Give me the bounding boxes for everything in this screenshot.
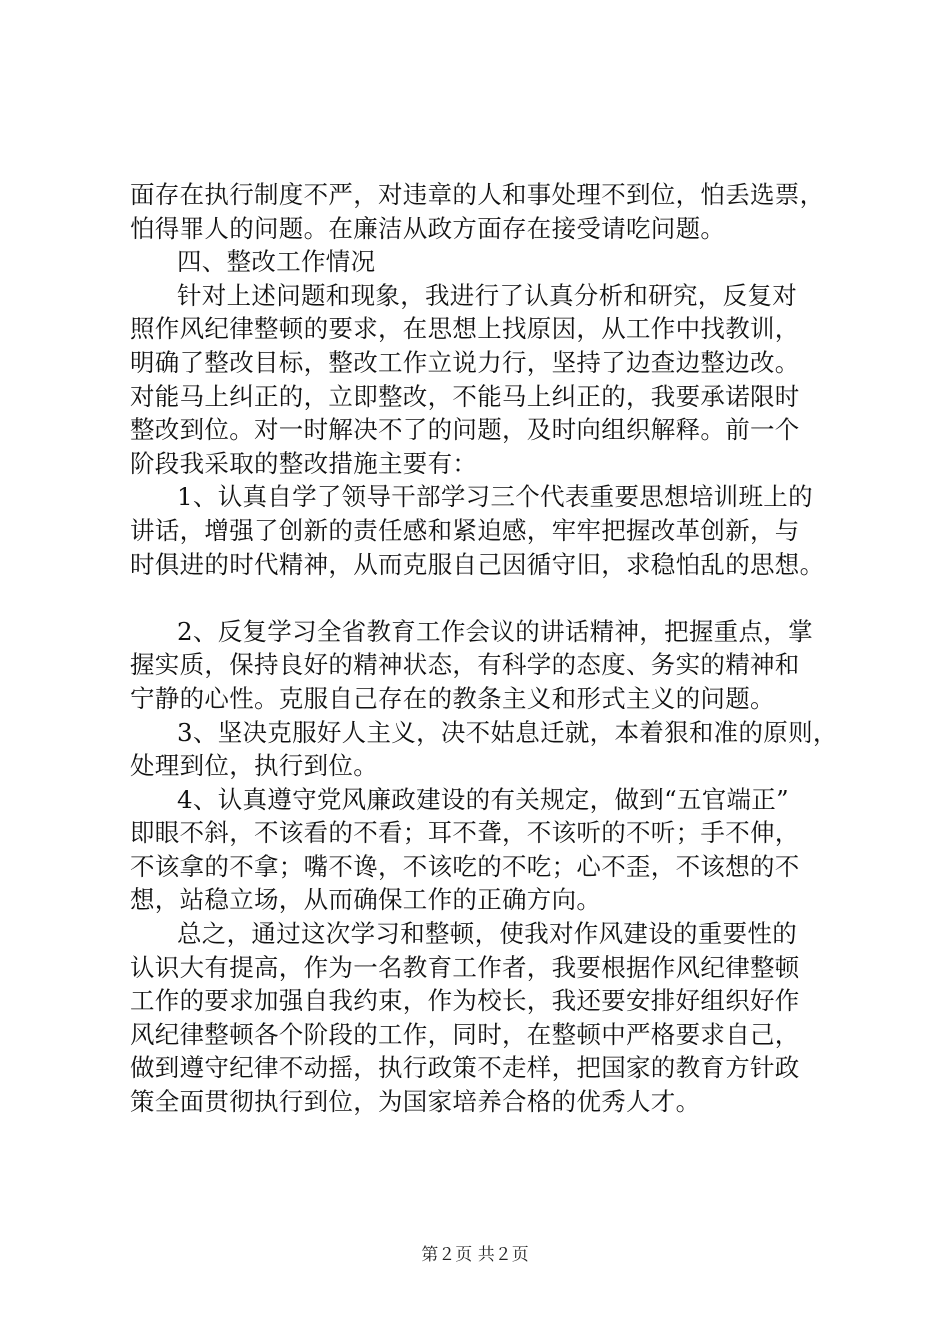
text-line: 整改到位。对一时解决不了的问题，及时向组织解释。前一个 (130, 415, 800, 445)
text-line: 针对上述问题和现象，我进行了认真分析和研究，反复对 (177, 280, 797, 310)
text-line: 做到遵守纪律不动摇，执行政策不走样，把国家的教育方针政 (130, 1053, 800, 1083)
text-line: 对能马上纠正的，立即整改，不能马上纠正的，我要承诺限时 (130, 381, 800, 411)
text-line: 风纪律整顿各个阶段的工作，同时，在整顿中严格要求自己， (130, 1019, 800, 1049)
text-line: 四、整改工作情况 (177, 247, 376, 277)
page-number: 第２页 共２页 (421, 1245, 529, 1265)
text-line: 照作风纪律整顿的要求，在思想上找原因，从工作中找教训， (130, 314, 800, 344)
text-line: 不该拿的不拿；嘴不谗，不该吃的不吃；心不歪，不该想的不 (130, 851, 800, 881)
document-body (130, 178, 838, 1119)
text-line: 想，站稳立场，从而确保工作的正确方向。 (130, 885, 602, 915)
text-line: 总之，通过这次学习和整顿，使我对作风建设的重要性的 (177, 919, 797, 949)
text-line: 3、坚决克服好人主义，决不姑息迁就，本着狠和准的原则， (177, 717, 838, 747)
text-line: 工作的要求加强自我约束，作为校长，我还要安排好组织好作 (130, 986, 800, 1016)
text-line: 认识大有提高，作为一名教育工作者，我要根据作风纪律整顿 (130, 952, 800, 982)
text-line: 宁静的心性。克服自己存在的教条主义和形式主义的问题。 (130, 683, 775, 713)
page-footer (0, 1244, 950, 1266)
text-line: 时俱进的时代精神，从而克服自己因循守旧，求稳怕乱的思想。 (130, 549, 825, 579)
text-line: 怕得罪人的问题。在廉洁从政方面存在接受请吃问题。 (130, 213, 726, 243)
text-line: 4、认真遵守党风廉政建设的有关规定，做到“五官端正” (177, 784, 789, 814)
text-line: 面存在执行制度不严，对违章的人和事处理不到位，怕丢选票， (130, 180, 825, 209)
text-line: 2、反复学习全省教育工作会议的讲话精神，把握重点，掌 (177, 616, 813, 646)
text-line: 阶段我采取的整改措施主要有： (130, 448, 478, 478)
text-line: 明确了整改目标，整改工作立说力行，坚持了边查边整边改。 (130, 347, 800, 377)
text-line: 即眼不斜，不该看的不看；耳不聋，不该听的不听；手不伸， (130, 818, 800, 848)
blank-line (130, 581, 830, 615)
text-line: 处理到位，执行到位。 (130, 751, 378, 781)
text-line: 1、认真自学了领导干部学习三个代表重要思想培训班上的 (177, 482, 813, 512)
text-line: 策全面贯彻执行到位，为国家培养合格的优秀人才。 (130, 1087, 701, 1117)
text-line: 讲话，增强了创新的责任感和紧迫感，牢牢把握改革创新，与 (130, 515, 800, 545)
text-line: 握实质，保持良好的精神状态，有科学的态度、务实的精神和 (130, 650, 800, 680)
